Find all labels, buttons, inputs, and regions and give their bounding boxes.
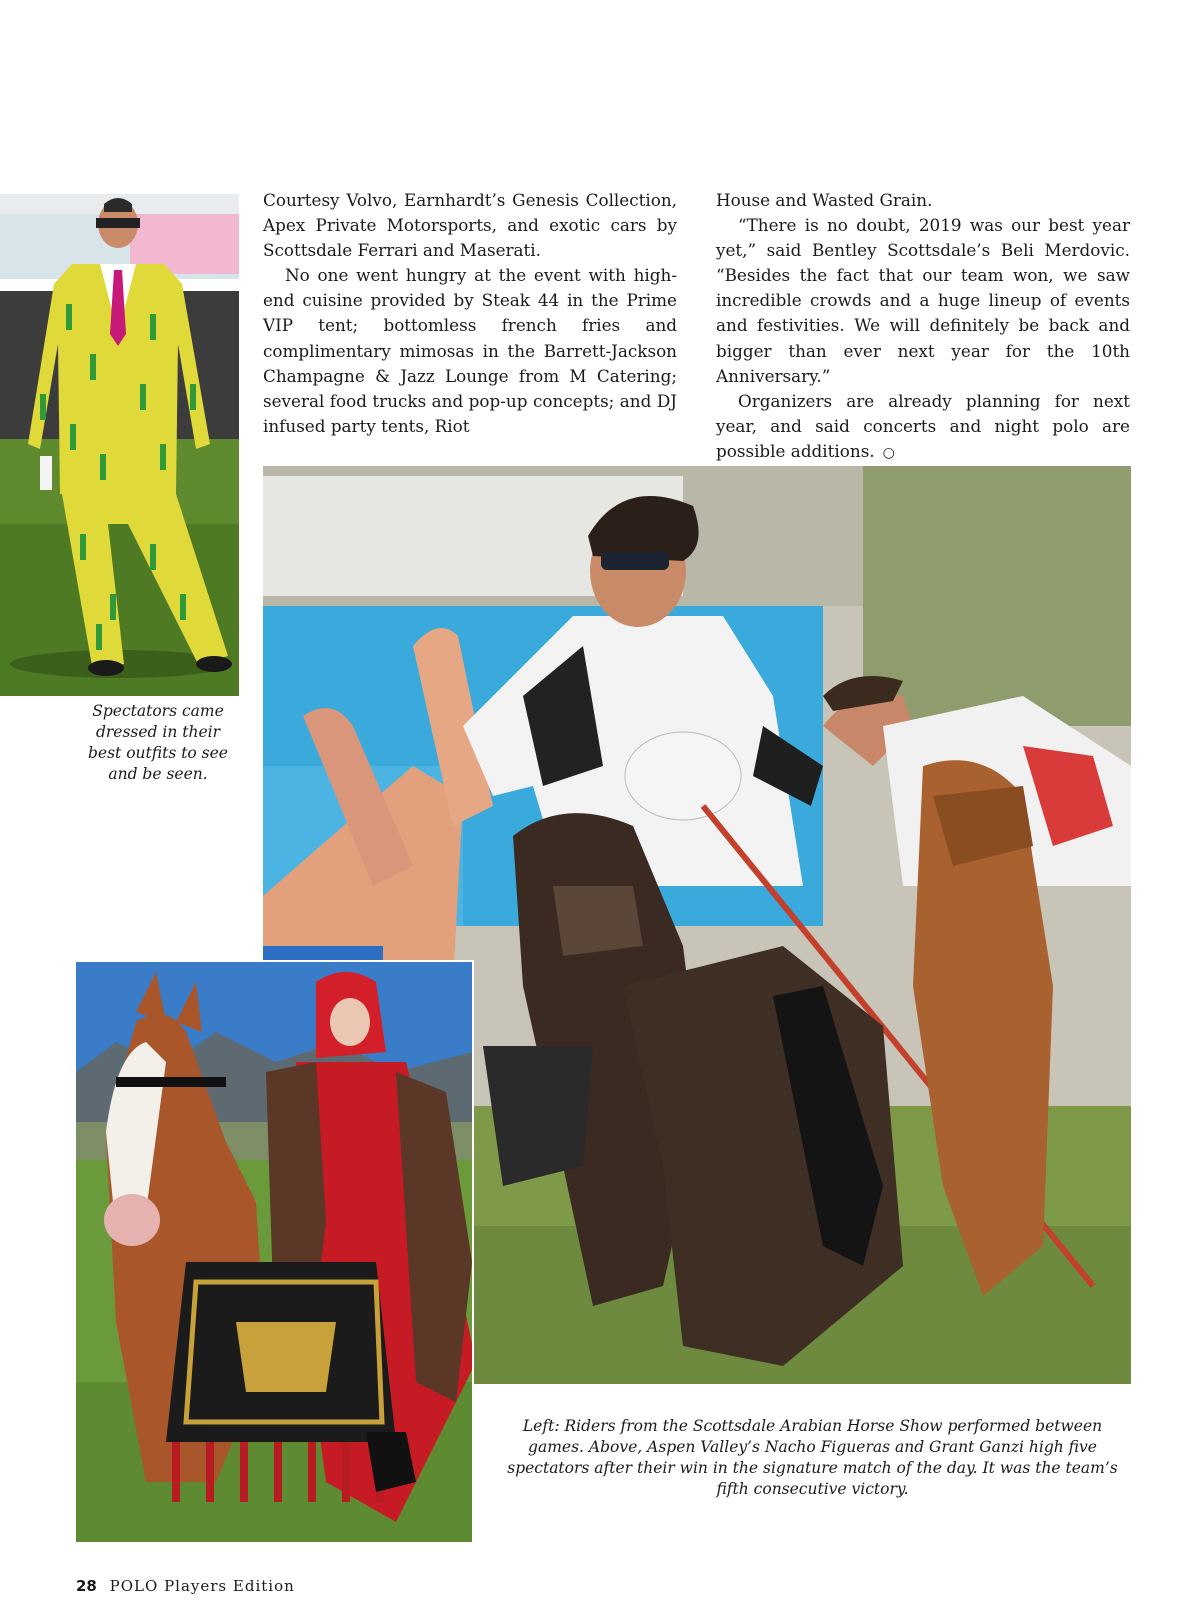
article-paragraph: Courtesy Volvo, Earnhardt’s Genesis Collection, Apex Private Motorsports, and exotic cars by Scottsdale Ferrari and Maserati. bbox=[263, 190, 677, 261]
caption-main-photos: Left: Riders from the Scottsdale Arabian Horse Show performed between games. Above, Aspen Valley’s Nacho Figueras and Grant Ganzi high five spectators after their win in the signature match of the day. It was the team’s fifth consecutive victory. bbox=[507, 1417, 1118, 1498]
article-paragraph-text: Organizers are already planning for next year, and said concerts and night polo are possible additions. bbox=[716, 390, 1130, 461]
photo-spectator-illustration bbox=[0, 194, 239, 696]
article-paragraph-last bbox=[716, 389, 1130, 466]
article-paragraph: House and Wasted Grain. bbox=[716, 190, 933, 210]
end-of-article-mark: ○ bbox=[882, 444, 895, 461]
photo-arabian-illustration bbox=[76, 962, 472, 1542]
article-paragraph: No one went hungry at the event with high-end cuisine provided by Steak 44 in the Prime VIP tent; bottomless french fries and complimentary mimosas in the Barrett-Jackson Champagne & Jazz Lounge from M Catering; several food trucks and pop-up concepts; and DJ infused party tents, Riot bbox=[263, 265, 677, 436]
page-number: 28 bbox=[76, 1577, 97, 1595]
publication-name: POLO Players Edition bbox=[109, 1577, 295, 1595]
photo-spectator-cactus-suit bbox=[0, 194, 239, 696]
photo-arabian-horse-rider bbox=[76, 960, 474, 1542]
caption-spectator: Spectators came dressed in their best outfits to see and be seen. bbox=[88, 702, 228, 783]
article-column-1 bbox=[263, 188, 677, 439]
article-paragraph: “There is no doubt, 2019 was our best year yet,” said Bentley Scottsdale’s Beli Merdovic. “Besides the fact that our team won, we saw incredible crowds and a huge lineup of events and festivities. We will definitely be back and bigger than ever next year for the 10th Anniversary.” bbox=[716, 215, 1130, 386]
page-folio bbox=[76, 1577, 295, 1595]
article-column-2 bbox=[716, 188, 1130, 466]
